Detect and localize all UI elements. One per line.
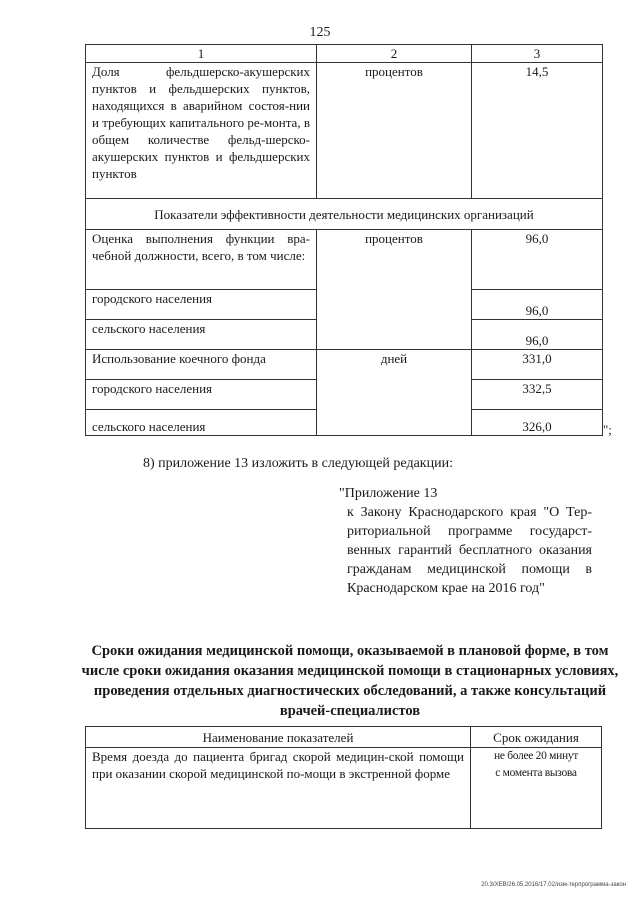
column-header-name: Наименование показателей <box>86 727 471 748</box>
table-row <box>86 380 603 410</box>
row-waiting-term <box>471 748 602 829</box>
row-label-rural: сельского населения <box>86 410 317 436</box>
row-label-rural: сельского населения <box>86 320 317 350</box>
table-row <box>86 290 603 320</box>
table-header-row <box>86 727 602 748</box>
row-label-beds: Использование коечного фонда <box>86 350 317 380</box>
row-label-fap-share: Доля фельдшерско-акушерских пунктов и фельдшерских пунктов, находящихся в аварийном состоя-нии и требующих капитального ре-монта, в общем количестве фельд-шерско-акушерских пунктов и фельдшерских пунктов <box>86 63 317 199</box>
row-value: 96,0 <box>472 290 603 320</box>
section-row <box>86 199 603 230</box>
row-value: 326,0 <box>472 410 603 436</box>
paragraph-8: 8) приложение 13 изложить в следующей редакции: <box>143 456 453 471</box>
column-header-term: Срок ожидания <box>471 727 602 748</box>
section-title: Показатели эффективности деятельности медицинских организаций <box>86 199 603 230</box>
empty-cell <box>317 380 472 410</box>
empty-cell <box>317 290 472 320</box>
table-header-row <box>86 45 603 63</box>
row-label-function: Оценка выполнения функции вра-чебной должности, всего, в том числе: <box>86 230 317 290</box>
term-line-1: не более 20 минут <box>493 750 579 762</box>
page-number: 125 <box>309 25 331 40</box>
row-value: 332,5 <box>472 380 603 410</box>
appendix-reference <box>339 484 592 598</box>
row-value: 96,0 <box>472 320 603 350</box>
empty-cell <box>317 320 472 350</box>
row-unit: процентов <box>317 63 472 199</box>
row-value: 331,0 <box>472 350 603 380</box>
indicators-table <box>85 44 603 436</box>
row-label-urban: городского населения <box>86 290 317 320</box>
closing-quote-mark: "; <box>603 422 612 437</box>
appendix-title: "Приложение 13 <box>339 486 438 501</box>
table-row <box>86 320 603 350</box>
table-row <box>86 748 602 829</box>
row-value: 96,0 <box>472 230 603 290</box>
table-row <box>86 410 603 436</box>
term-line-2: с момента вызова <box>495 767 577 779</box>
section-heading: Сроки ожидания медицинской помощи, оказываемой в плановой форме, в том числе сроки ожидания оказания медицинской помощи в стационарных условиях, проведения отдельных диагностических обследований, а также консультаций врачей-специалистов <box>81 643 619 719</box>
column-header-2: 2 <box>317 45 472 63</box>
row-indicator-name: Время доезда до пациента бригад скорой медицин-ской помощи при оказании скорой медицинской по-мощи в экстренной форме <box>86 748 471 829</box>
empty-cell <box>317 410 472 436</box>
waiting-times-table <box>85 726 602 829</box>
document-footer-code: 20.3/ХЕВ/26.05.2016/17.02/изм-терпрограмма-закон <box>481 882 626 888</box>
row-unit: дней <box>317 350 472 380</box>
row-label-urban: городского населения <box>86 380 317 410</box>
row-unit: процентов <box>317 230 472 290</box>
table-row <box>86 350 603 380</box>
table-row <box>86 230 603 290</box>
row-value: 14,5 <box>472 63 603 199</box>
appendix-law-reference: к Закону Краснодарского края "О Тер-риториальной программе государст-венных гарантий бесплатного оказания гражданам медицинской помощи в Краснодарском крае на 2016 год" <box>347 505 592 596</box>
column-header-1: 1 <box>86 45 317 63</box>
column-header-3: 3 <box>472 45 603 63</box>
table-row <box>86 63 603 199</box>
